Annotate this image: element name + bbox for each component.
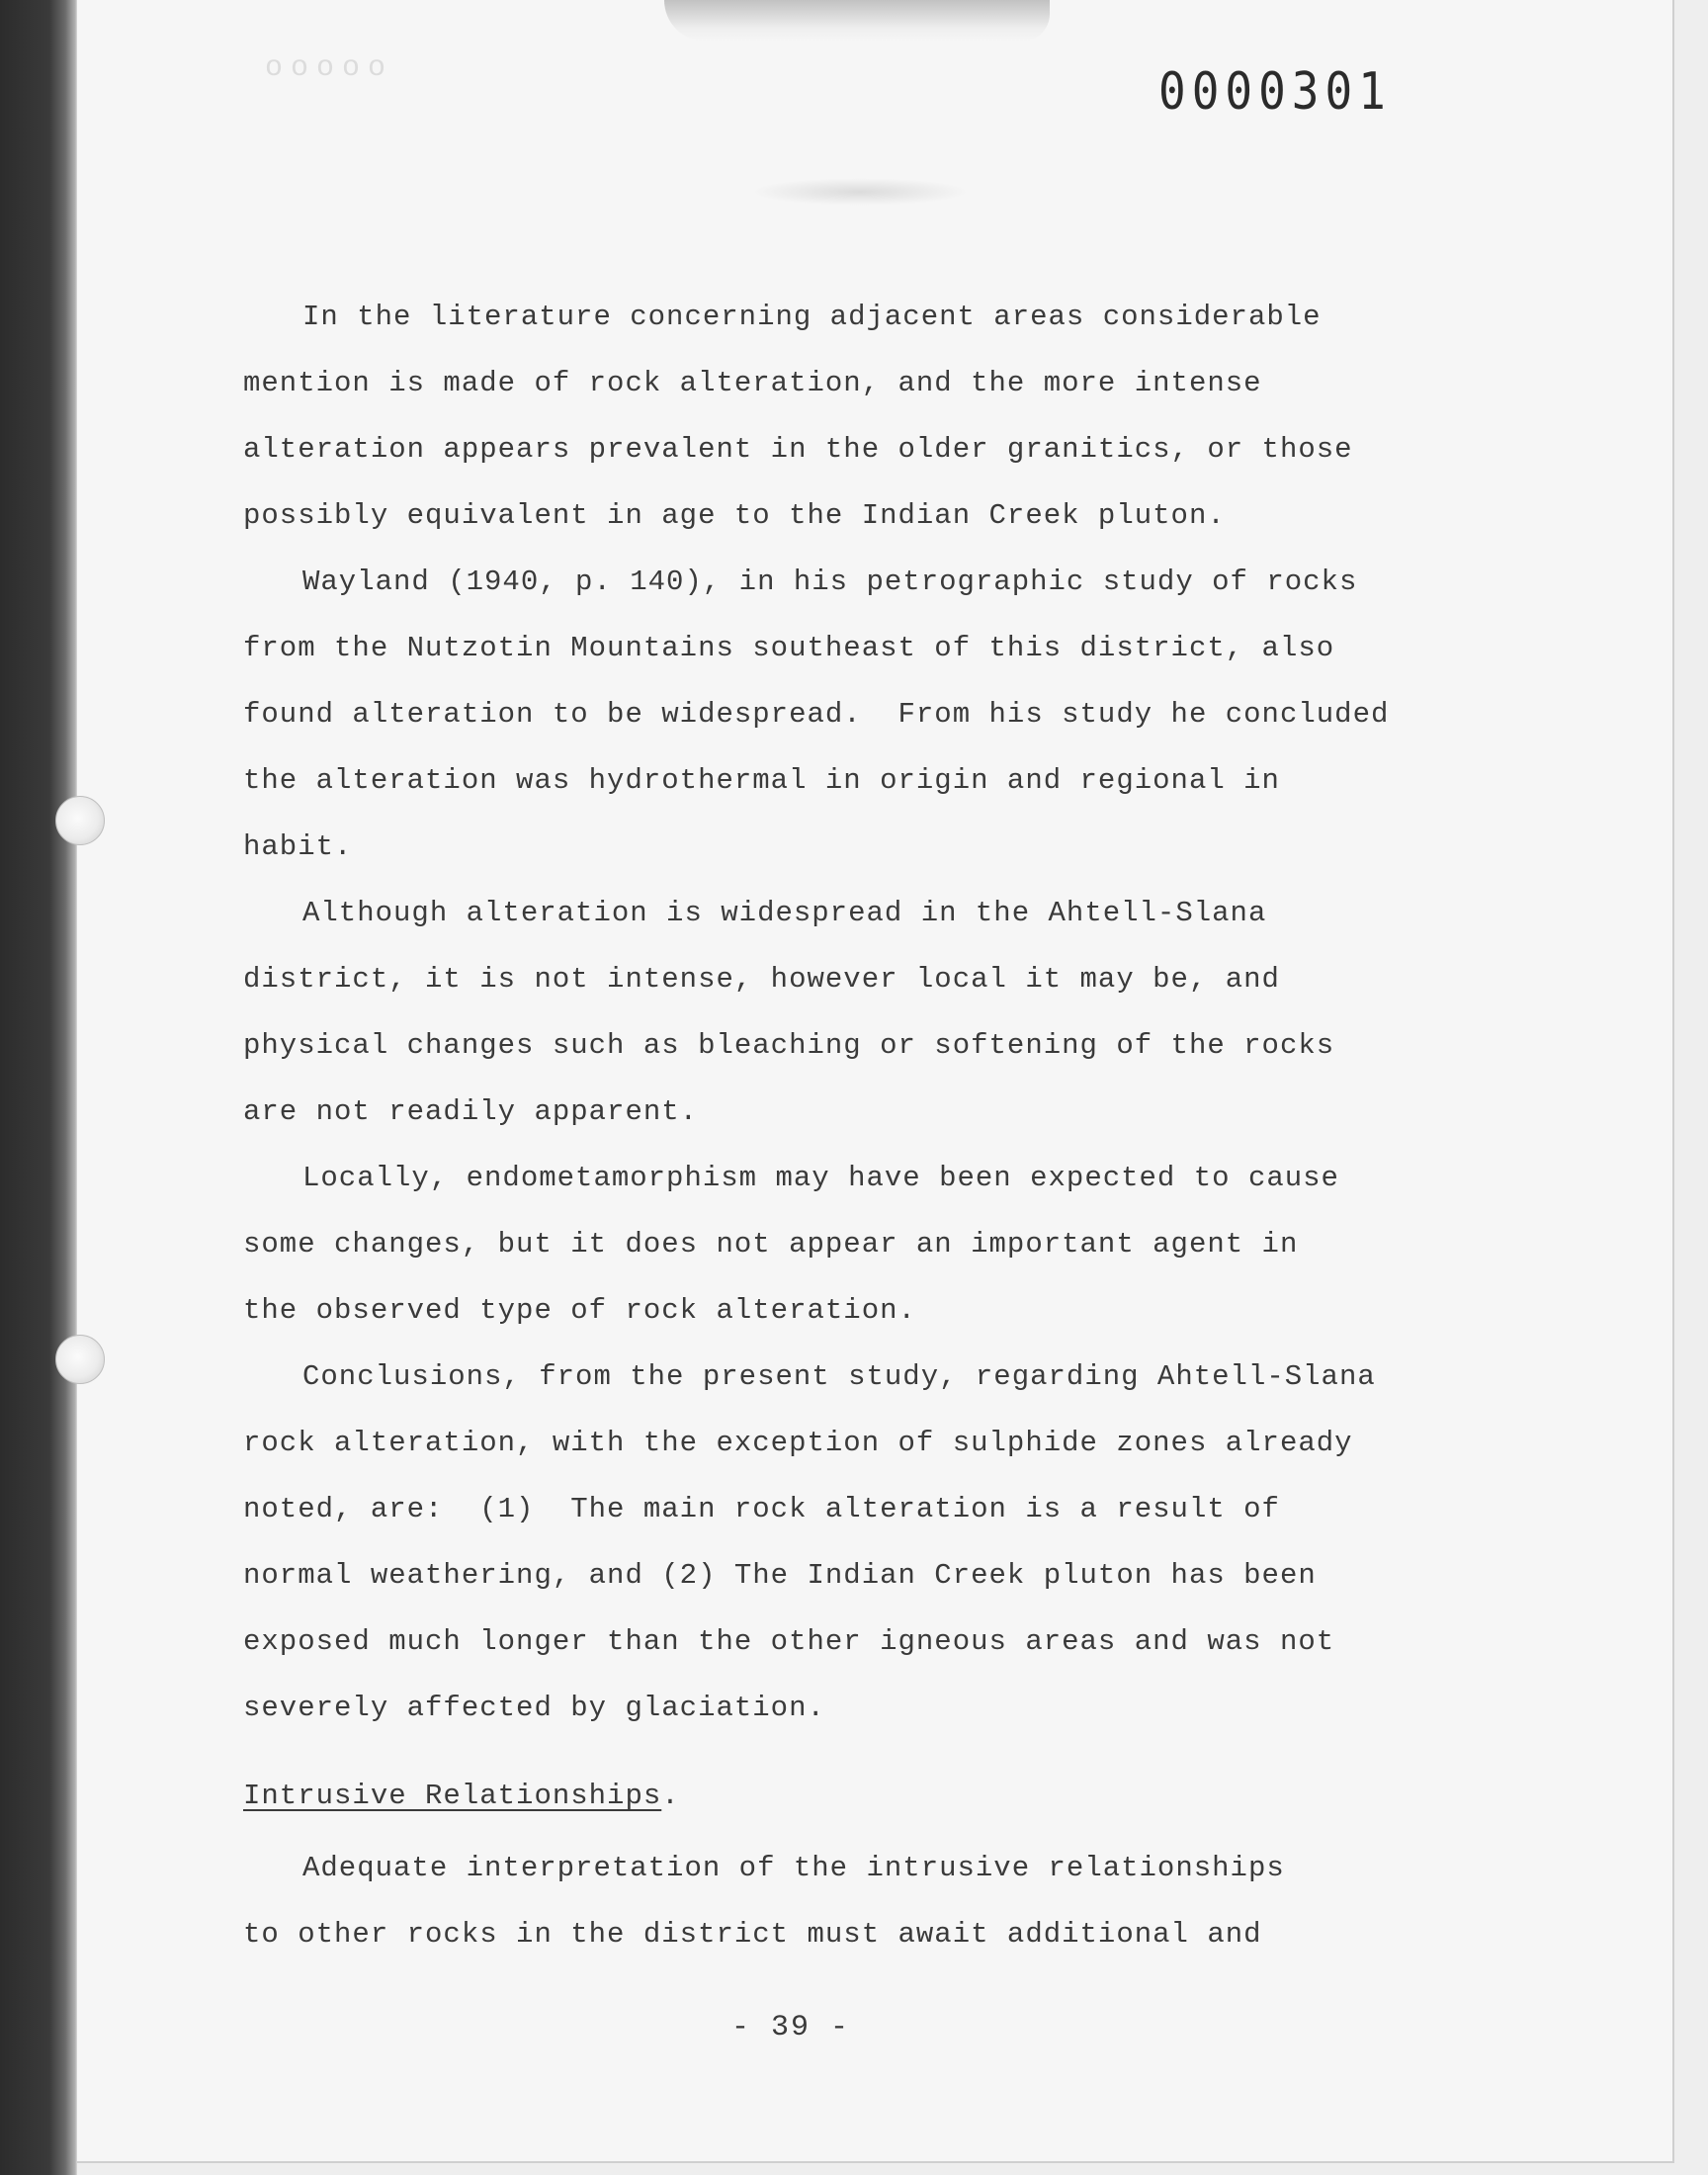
text-line: Adequate interpretation of the intrusive relationships bbox=[302, 1852, 1285, 1884]
text-line: district, it is not intense, however local it may be, and bbox=[243, 963, 1280, 996]
text-line: some changes, but it does not appear an important agent in bbox=[243, 1228, 1299, 1261]
text-line: Locally, endometamorphism may have been expected to cause bbox=[302, 1162, 1339, 1194]
text-line: physical changes such as bleaching or softening of the rocks bbox=[243, 1029, 1335, 1062]
section-heading bbox=[243, 1777, 680, 1816]
main-body-text bbox=[243, 284, 1528, 1741]
text-line: Although alteration is widespread in the Ahtell-Slana bbox=[302, 897, 1267, 929]
section-heading-period: . bbox=[661, 1780, 680, 1812]
text-line: from the Nutzotin Mountains southeast of this district, also bbox=[243, 632, 1335, 664]
text-line: mention is made of rock alteration, and the more intense bbox=[243, 367, 1262, 399]
text-line: In the literature concerning adjacent areas considerable bbox=[302, 301, 1322, 333]
text-line: rock alteration, with the exception of sulphide zones already bbox=[243, 1427, 1353, 1459]
text-line: the alteration was hydrothermal in origin and regional in bbox=[243, 764, 1280, 797]
scan-artifact bbox=[751, 178, 969, 206]
text-line: are not readily apparent. bbox=[243, 1095, 699, 1128]
section-body-text bbox=[243, 1835, 1528, 1967]
document-stamp-number: 0000301 bbox=[1158, 61, 1392, 122]
text-line: severely affected by glaciation. bbox=[243, 1692, 825, 1724]
text-line: habit. bbox=[243, 830, 353, 863]
punch-hole bbox=[55, 796, 105, 845]
text-line: normal weathering, and (2) The Indian Creek pluton has been bbox=[243, 1559, 1317, 1592]
text-line: found alteration to be widespread. From his study he concluded bbox=[243, 698, 1390, 731]
binding-strip bbox=[0, 0, 77, 2175]
section-heading-text: Intrusive Relationships bbox=[243, 1780, 662, 1812]
text-line: alteration appears prevalent in the older granitics, or those bbox=[243, 433, 1353, 466]
page-number: - 39 - bbox=[731, 2011, 851, 2044]
text-line: the observed type of rock alteration. bbox=[243, 1294, 916, 1327]
bleed-through-mark: ooooo bbox=[265, 51, 394, 85]
text-line: to other rocks in the district must await additional and bbox=[243, 1918, 1262, 1951]
punch-hole bbox=[55, 1335, 105, 1384]
text-line: Wayland (1940, p. 140), in his petrographic study of rocks bbox=[302, 566, 1358, 598]
text-line: noted, are: (1) The main rock alteration is a result of bbox=[243, 1493, 1280, 1525]
text-line: exposed much longer than the other igneous areas and was not bbox=[243, 1625, 1335, 1658]
text-line: Conclusions, from the present study, regarding Ahtell-Slana bbox=[302, 1360, 1376, 1393]
scan-artifact bbox=[664, 0, 1050, 42]
text-line: possibly equivalent in age to the Indian Creek pluton. bbox=[243, 499, 1226, 532]
